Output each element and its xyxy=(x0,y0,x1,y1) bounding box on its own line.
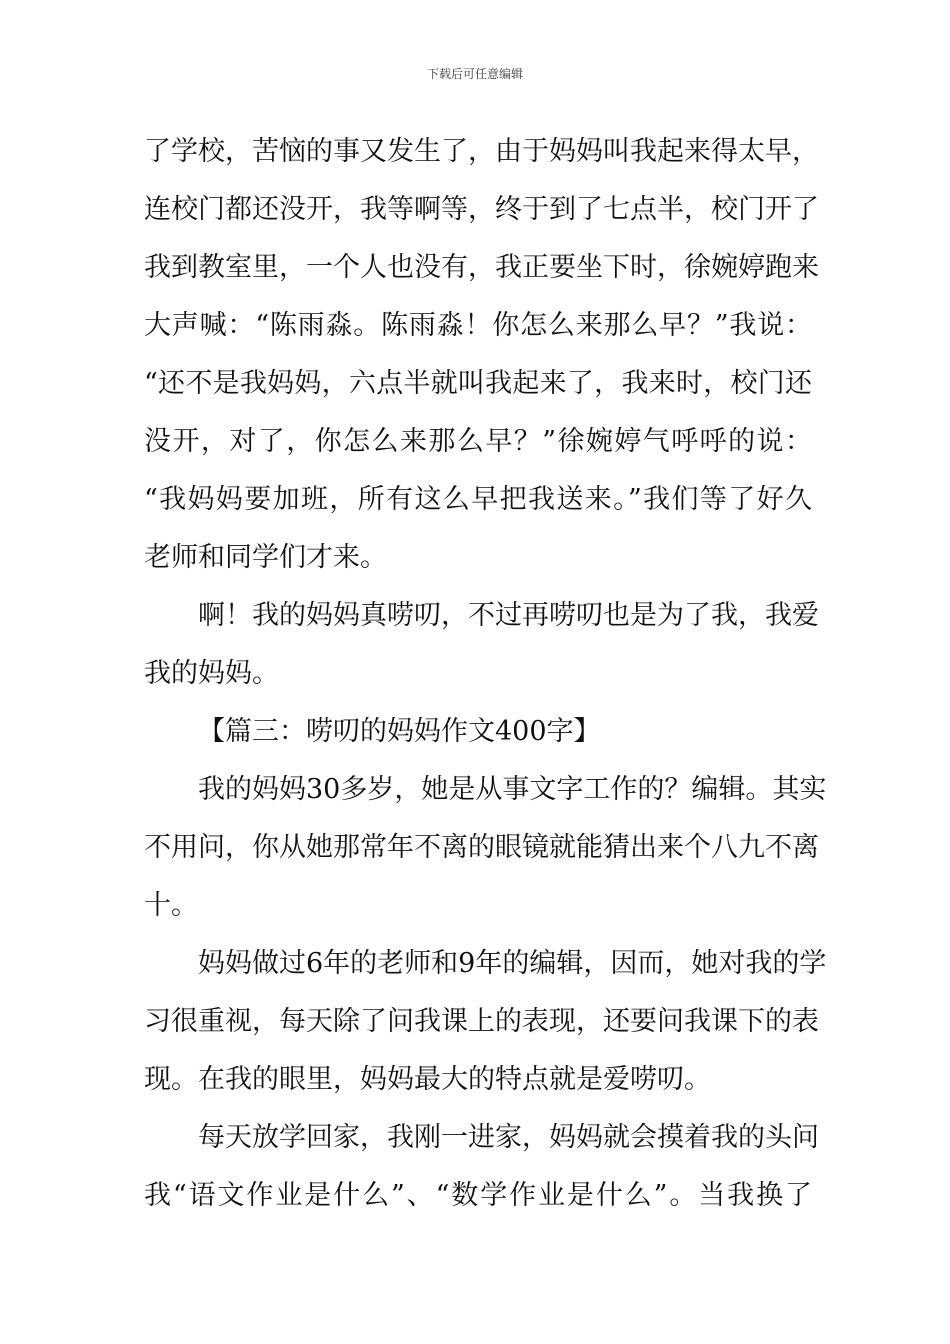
text-line: “我妈妈要加班，所有这么早把我送来。”我们等了好久 xyxy=(144,484,812,515)
text-line: 我到教室里，一个人也没有，我正要坐下时，徐婉婷跑来 xyxy=(144,252,819,283)
text-line: 十。 xyxy=(144,890,198,921)
paragraph-start-line: 我的妈妈30多岁，她是从事文字工作的？编辑。其实 xyxy=(198,774,827,805)
text-line: 大声喊：“陈雨淼。陈雨淼！你怎么来那么早？”我说： xyxy=(144,310,812,341)
text-line: 不用问，你从她那常年不离的眼镜就能猜出来个八九不离 xyxy=(144,832,819,863)
text-line: 习很重视，每天除了问我课上的表现，还要问我课下的表 xyxy=(144,1006,819,1037)
text-line: 连校门都还没开，我等啊等，终于到了七点半，校门开了 xyxy=(144,194,819,225)
paragraph-start-line: 妈妈做过6年的老师和9年的编辑，因而，她对我的学 xyxy=(198,948,827,979)
text-line: “还不是我妈妈，六点半就叫我起来了，我来时，校门还 xyxy=(144,368,812,399)
section-heading: 【篇三：唠叨的妈妈作文400字】 xyxy=(198,716,601,747)
text-line: 现。在我的眼里，妈妈最大的特点就是爱唠叨。 xyxy=(144,1064,711,1095)
paragraph-start-line: 每天放学回家，我刚一进家，妈妈就会摸着我的头问 xyxy=(198,1122,819,1153)
document-body xyxy=(144,123,827,1225)
paragraph-start-line: 啊！我的妈妈真唠叨，不过再唠叨也是为了我，我爱 xyxy=(198,600,819,631)
text-line: 老师和同学们才来。 xyxy=(144,542,387,573)
text-line: 没开，对了，你怎么来那么早？”徐婉婷气呼呼的说： xyxy=(144,426,812,457)
page-header: 下载后可任意编辑 xyxy=(426,67,523,81)
text-line: 了学校，苦恼的事又发生了，由于妈妈叫我起来得太早， xyxy=(144,136,819,167)
text-line: 我“语文作业是什么”、“数学作业是什么”。当我换了 xyxy=(144,1180,812,1211)
text-line: 我的妈妈。 xyxy=(144,658,279,689)
